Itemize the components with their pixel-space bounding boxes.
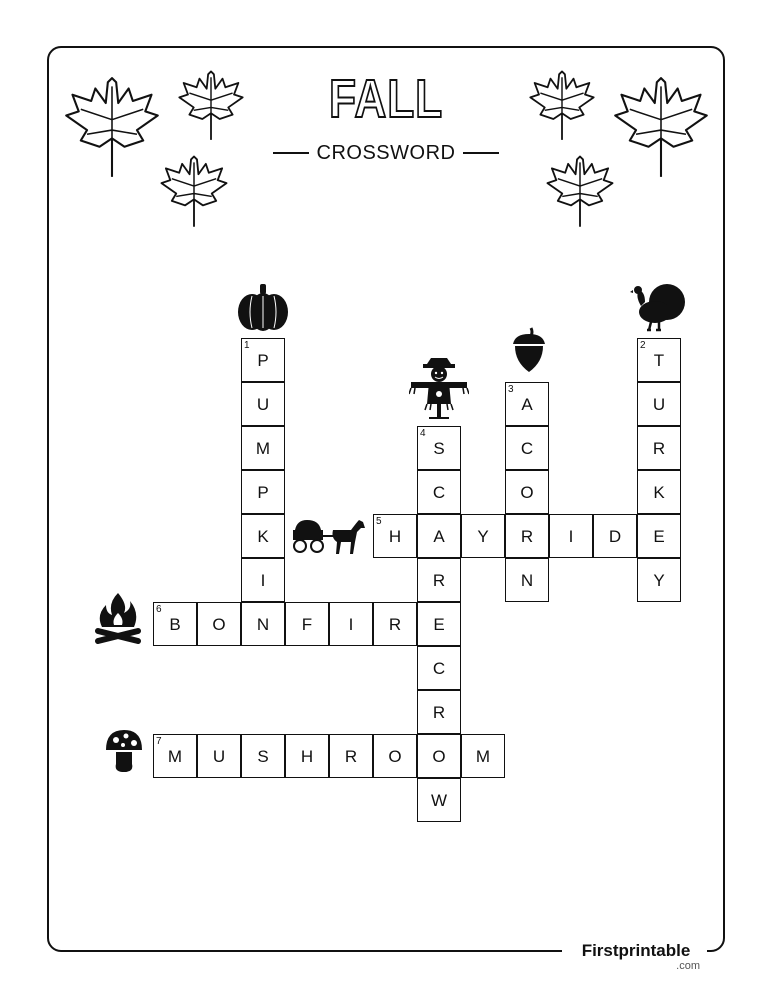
scarecrow-icon [409,354,469,420]
crossword-cell[interactable] [505,514,549,558]
clue-number: 5 [376,516,382,527]
crossword-cell[interactable] [417,558,461,602]
page-frame [47,46,725,952]
crossword-cell[interactable] [153,602,197,646]
pumpkin-icon [236,282,290,332]
cell-letter: H [388,527,402,546]
cell-letter: I [348,615,354,634]
cell-letter: R [432,571,446,590]
cell-letter: K [653,483,665,502]
crossword-cell[interactable] [417,470,461,514]
cell-letter: I [568,527,574,546]
crossword-cell[interactable] [417,602,461,646]
subtitle-left-rule [273,152,309,154]
crossword-cell[interactable] [637,470,681,514]
crossword-cell[interactable] [241,338,285,382]
crossword-cell[interactable] [241,382,285,426]
crossword-cell[interactable] [373,734,417,778]
crossword-cell[interactable] [153,734,197,778]
cell-letter: I [260,571,266,590]
crossword-cell[interactable] [285,734,329,778]
crossword-cell[interactable] [197,602,241,646]
cell-letter: U [256,395,270,414]
horse-cart-icon [291,516,367,556]
crossword-cell[interactable] [241,470,285,514]
crossword-cell[interactable] [285,602,329,646]
crossword-cell[interactable] [417,690,461,734]
crossword-cell[interactable] [417,778,461,822]
crossword-cell[interactable] [241,514,285,558]
cell-letter: R [652,439,666,458]
crossword-cell[interactable] [637,338,681,382]
page-subtitle [272,141,500,165]
cell-letter: Y [477,527,489,546]
cell-letter: R [432,703,446,722]
maple-leaf-icon [541,155,619,229]
clue-number: 2 [640,340,646,351]
crossword-cell[interactable] [417,646,461,690]
brand-suffix: .com [676,960,700,972]
crossword-cell[interactable] [637,558,681,602]
crossword-cell[interactable] [241,426,285,470]
cell-letter: B [169,615,181,634]
cell-letter: P [257,483,269,502]
cell-letter: C [432,483,446,502]
cell-letter: O [520,483,534,502]
cell-letter: Y [653,571,665,590]
maple-leaf-icon [607,76,715,180]
cell-letter: D [608,527,622,546]
crossword-cell[interactable] [637,514,681,558]
mushroom-icon [104,728,144,774]
cell-letter: F [301,615,313,634]
cell-letter: O [432,747,446,766]
crossword-cell[interactable] [461,734,505,778]
cell-letter: O [388,747,402,766]
crossword-cell[interactable] [329,602,373,646]
cell-letter: T [653,351,665,370]
cell-letter: E [653,527,665,546]
clue-number: 3 [508,384,514,395]
crossword-cell[interactable] [417,426,461,470]
cell-letter: O [212,615,226,634]
page-title: FALL [329,69,443,129]
cell-letter: R [344,747,358,766]
crossword-cell[interactable] [549,514,593,558]
crossword-cell[interactable] [505,470,549,514]
cell-letter: N [520,571,534,590]
cell-letter: R [520,527,534,546]
cell-letter: C [432,659,446,678]
crossword-cell[interactable] [461,514,505,558]
cell-letter: K [257,527,269,546]
acorn-icon [509,326,549,374]
turkey-icon [629,282,687,332]
brand-name: Firstprintable [581,941,691,960]
cell-letter: M [475,747,491,766]
clue-number: 7 [156,736,162,747]
crossword-cell[interactable] [329,734,373,778]
maple-leaf-icon [58,76,166,180]
bonfire-icon [94,591,142,645]
crossword-cell[interactable] [505,382,549,426]
cell-letter: E [433,615,445,634]
cell-letter: R [388,615,402,634]
cell-letter: C [520,439,534,458]
subtitle-right-rule [463,152,499,154]
cell-letter: A [433,527,445,546]
cell-letter: A [521,395,533,414]
crossword-cell[interactable] [505,426,549,470]
cell-letter: P [257,351,269,370]
maple-leaf-icon [173,70,249,142]
crossword-cell[interactable] [637,426,681,470]
crossword-cell[interactable] [505,558,549,602]
crossword-cell[interactable] [241,602,285,646]
maple-leaf-icon [155,155,233,229]
clue-number: 4 [420,428,426,439]
crossword-cell[interactable] [197,734,241,778]
cell-letter: M [167,747,183,766]
cell-letter: N [256,615,270,634]
crossword-cell[interactable] [417,734,461,778]
crossword-cell[interactable] [417,514,461,558]
cell-letter: U [652,395,666,414]
cell-letter: H [300,747,314,766]
cell-letter: S [433,439,445,458]
crossword-cell[interactable] [373,514,417,558]
cell-letter: W [430,791,448,810]
cell-letter: S [257,747,269,766]
crossword-cell[interactable] [373,602,417,646]
clue-number: 6 [156,604,162,615]
crossword-cell[interactable] [241,558,285,602]
crossword-cell[interactable] [637,382,681,426]
clue-number: 1 [244,340,250,351]
cell-letter: U [212,747,226,766]
cell-letter: M [255,439,271,458]
crossword-cell[interactable] [241,734,285,778]
subtitle-text: CROSSWORD [316,141,456,164]
maple-leaf-icon [524,70,600,142]
crossword-cell[interactable] [593,514,637,558]
